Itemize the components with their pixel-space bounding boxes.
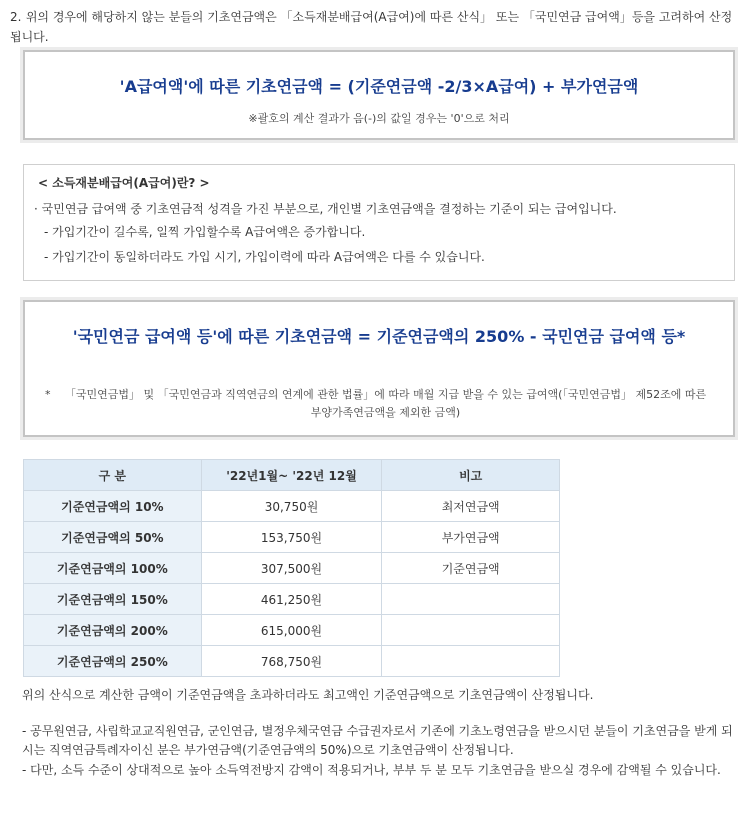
a-benefit-formula-box [23, 50, 735, 140]
footnote-star: * [45, 388, 51, 401]
definition-title: < 소득재분배급여(A급여)란? > [38, 176, 210, 190]
row-amount: 461,250원 [201, 584, 382, 615]
row-note [382, 646, 560, 677]
definition-line: · 국민연금 급여액 중 기초연금적 성격을 가진 부분으로, 개인별 기초연금액을 결정하는 기준이 되는 급여입니다. [34, 202, 617, 216]
a-benefit-note: ※괄호의 계산 결과가 음(-)의 값일 경우는 '0'으로 처리 [248, 112, 510, 125]
header-remarks: 비고 [382, 460, 560, 491]
row-amount: 307,500원 [201, 553, 382, 584]
table-row [24, 646, 560, 677]
pension-benefit-formula-box [23, 300, 735, 437]
definition-line: - 가입기간이 동일하더라도 가입 시기, 가입이력에 따라 A급여액은 다를 수 있습니다. [44, 250, 485, 264]
row-label: 기준연금액의 100% [24, 553, 202, 584]
a-benefit-definition-box [23, 164, 735, 281]
table-row [24, 522, 560, 553]
table-footnote: 위의 산식으로 계산한 금액이 기준연금액을 초과하더라도 최고액인 기준연금액으로 기초연금액이 산정됩니다. [22, 688, 594, 702]
table-row [24, 491, 560, 522]
bullet-item: - 다만, 소득 수준이 상대적으로 높아 소득역전방지 감액이 적용되거나, 부부 두 분 모두 기초연금을 받으실 경우에 감액될 수 있습니다. [22, 763, 721, 777]
intro-paragraph [10, 7, 734, 47]
a-benefit-formula: 'A급여액'에 따른 기초연금액 = (기준연금액 -2/3×A급여) + 부가연금액 [119, 77, 639, 96]
row-note: 최저연금액 [382, 491, 560, 522]
intro-text: 위의 경우에 해당하지 않는 분들의 기초연금액은 「소득재분배급여(A급여)에 따른 산식」 또는 「국민연금 급여액」등을 고려하여 산정됩니다. [10, 10, 733, 44]
pension-benefit-note [45, 386, 715, 422]
row-label: 기준연금액의 200% [24, 615, 202, 646]
row-label: 기준연금액의 10% [24, 491, 202, 522]
row-label: 기준연금액의 250% [24, 646, 202, 677]
pension-benefit-formula: '국민연금 급여액 등'에 따른 기초연금액 = 기준연금액의 250% - 국민연금 급여액 등* [72, 327, 686, 346]
row-amount: 30,750원 [201, 491, 382, 522]
pension-amount-table [23, 459, 560, 677]
table-row [24, 584, 560, 615]
header-period: '22년1월~ '22년 12월 [201, 460, 382, 491]
row-amount: 615,000원 [201, 615, 382, 646]
table-row [24, 615, 560, 646]
row-label: 기준연금액의 150% [24, 584, 202, 615]
row-note [382, 615, 560, 646]
footnote-text: 「국민연금법」 및 「국민연금과 직역연금의 연계에 관한 법률」에 따라 매월 지급 받을 수 있는 급여액(「국민연금법」 제52조에 따른 부양가족연금액을 제외한 금액) [64, 388, 707, 419]
definition-line: - 가입기간이 길수록, 일찍 가입할수록 A급여액은 증가합니다. [44, 225, 366, 239]
intro-number: 2. [10, 10, 22, 24]
bullet-item: - 공무원연금, 사립학교교직원연금, 군인연금, 별정우체국연금 수급권자로서 기존에 기초노령연금을 받으시던 분들이 기초연금을 받게 되시는 직역연금특례자이신 분은 부가연금액(기준연금액의 50%)으로 기초연금액이 산정됩니다. [22, 724, 733, 757]
row-note: 기준연금액 [382, 553, 560, 584]
table-header-row [24, 460, 560, 491]
row-amount: 153,750원 [201, 522, 382, 553]
row-amount: 768,750원 [201, 646, 382, 677]
header-category: 구 분 [24, 460, 202, 491]
table-row [24, 553, 560, 584]
row-note: 부가연금액 [382, 522, 560, 553]
row-note [382, 584, 560, 615]
row-label: 기준연금액의 50% [24, 522, 202, 553]
